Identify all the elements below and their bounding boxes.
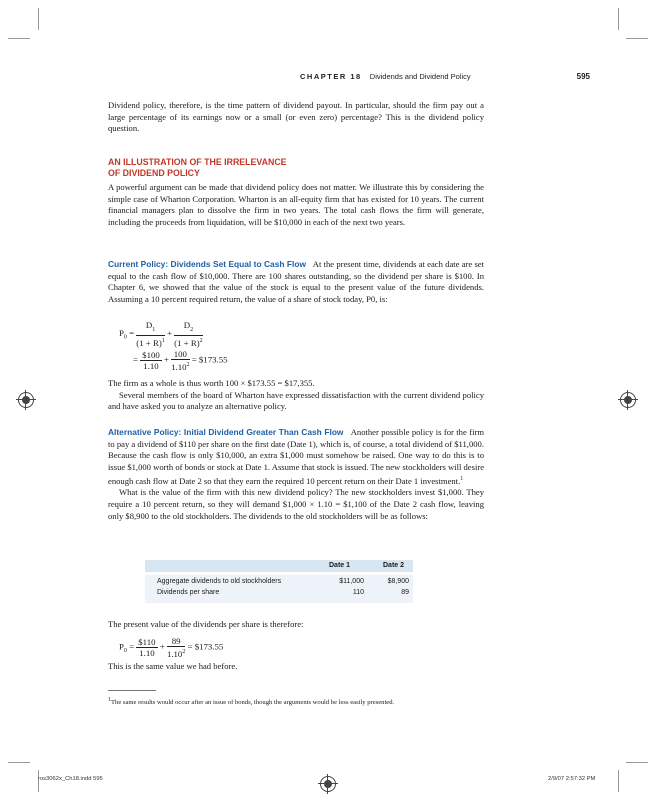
- fraction: $\frac{\$110}{1.10}$: [138, 636, 156, 658]
- table-cell: $11,000: [339, 578, 364, 585]
- alternative-policy-heading: Alternative Policy: Initial Dividend Greater Than Cash Flow: [108, 427, 344, 437]
- column-header: Date 1: [329, 562, 351, 569]
- footnote: [108, 697, 484, 706]
- section-heading: AN ILLUSTRATION OF THE IRRELEVANCE OF DIVIDEND POLICY: [108, 157, 287, 178]
- alternative-policy-text: Another possible policy is for the firm to pay a dividend of $110 per share on the first date (Date 1), which is, of course, a total dividend of $11,000. Because the cash flow is only $10,000, an extra $1,000 must somehow be raised. One way to do this is to issue $1,000 worth of bonds or stock at Date 1. Assume that stock is issued. The new stockholders will desire enough cash flow at Date 2 so that they earn the required 10 percent return on their Date 1 investment.: [108, 427, 485, 486]
- firm-value-text: The firm as a whole is thus worth 100 × $173.55 = $17,355.: [108, 378, 315, 388]
- intro-paragraph: [108, 100, 484, 135]
- crop-mark: [38, 8, 39, 30]
- closing-paragraph: [108, 661, 484, 673]
- slug-datetime: 2/9/07 2:57:32 PM: [548, 776, 596, 782]
- section-text: A powerful argument can be made that dividend policy does not matter. We illustrate this by considering the simple case of Wharton Corporation. Wharton is an all-equity firm that has existed for 10 years. The current financial managers plan to dissolve the firm in two years. The total cash flows the firm will generate, including the proceeds from liquidation, will be $10,000 in each of the next two years.: [108, 182, 484, 228]
- page-number: 595: [576, 72, 590, 81]
- current-policy-paragraph: [108, 259, 484, 306]
- dividends-table: [145, 560, 413, 605]
- registration-mark-icon: [320, 776, 336, 792]
- running-header: [300, 72, 590, 81]
- registration-mark-icon: [18, 392, 34, 408]
- crop-mark: [618, 8, 619, 30]
- chapter-title: Dividends and Dividend Policy: [369, 72, 471, 81]
- table-row-label: Dividends per share: [157, 589, 220, 596]
- equation-new-policy: $P_0$ = $\frac{\$110}{1.10}$ + $\frac{89}{1.10^2}$ = $173.55: [119, 636, 224, 659]
- alternative-policy-paragraph: [108, 427, 484, 522]
- table-cell: 89: [401, 589, 409, 596]
- crop-mark: [626, 38, 648, 39]
- firm-value-paragraph: [108, 378, 484, 413]
- fraction: $\frac{89}{1.10^2}$: [166, 636, 186, 659]
- footnote-text: The same results would occur after an issue of bonds, though the arguments would be less easily presented.: [111, 699, 395, 707]
- fraction: $\frac{D_1}{(1 + R)^1}$: [136, 320, 165, 348]
- chapter-label: CHAPTER 18: [300, 72, 362, 81]
- table-header-band: [145, 560, 413, 572]
- column-header: Date 2: [383, 562, 405, 569]
- intro-text: Dividend policy, therefore, is the time pattern of dividend payout. In particular, should the firm pay out a large percentage of its earnings now or a small (or even zero) percentage? This is the dividend policy question.: [108, 100, 484, 134]
- fraction: $\frac{\$100}{1.10}$: [142, 349, 160, 371]
- fraction: $\frac{100}{1.10^2}$: [171, 349, 190, 372]
- crop-mark: [8, 762, 30, 763]
- current-policy-heading: Current Policy: Dividends Set Equal to Cash Flow: [108, 259, 306, 269]
- pv-intro-text: The present value of the dividends per share is therefore:: [108, 619, 304, 629]
- footnote-number: 1: [108, 697, 111, 703]
- table-row-label: Aggregate dividends to old stockholders: [157, 578, 282, 585]
- footnote-marker: 1: [460, 475, 464, 482]
- fraction: $\frac{D_2}{(1 + R)^2}$: [174, 320, 203, 348]
- alternative-value-text: What is the value of the firm with this new dividend policy? The new stockholders invest $1,000. They require a 10 percent return, so they will demand $1,000 × 1.10 = $1,100 of the Date 2 cash flow, leaving only $8,900 to the old stockholders. The dividends to the old stockholders will be as follows:: [108, 487, 484, 521]
- pv-intro-paragraph: [108, 619, 484, 631]
- closing-text: This is the same value we had before.: [108, 661, 238, 671]
- equation-present-value: $P_0$ = $\frac{D_1}{(1 + R)^1}$ + $\frac{D_2}{(1 + R)^2}$: [119, 320, 203, 348]
- slug-filename: ros3062x_Ch18.indd 595: [38, 776, 103, 782]
- table-cell: 110: [352, 589, 364, 596]
- footnote-divider: [108, 690, 156, 691]
- crop-mark: [8, 38, 30, 39]
- equation-present-value-numeric: = $\frac{\$100}{1.10}$ + $\frac{100}{1.10^2}$ = $173.55: [133, 349, 228, 372]
- section-paragraph: [108, 182, 484, 229]
- crop-mark: [618, 770, 619, 792]
- current-policy-text: At the present time, dividends at each date are set equal to the cash flow of $10,000. There are 100 shares outstanding, so the dividend per share is $100. In Chapter 6, we showed that the value of the stock is equal to the present value of the future dividends. Assuming a 10 percent required return, the value of a share of stock today, P0, is:: [108, 259, 485, 305]
- crop-mark: [626, 762, 648, 763]
- registration-mark-icon: [620, 392, 636, 408]
- board-text: Several members of the board of Wharton have expressed dissatisfaction with the current dividend policy and have asked you to analyze an alternative policy.: [108, 389, 484, 412]
- table-cell: $8,900: [387, 578, 409, 585]
